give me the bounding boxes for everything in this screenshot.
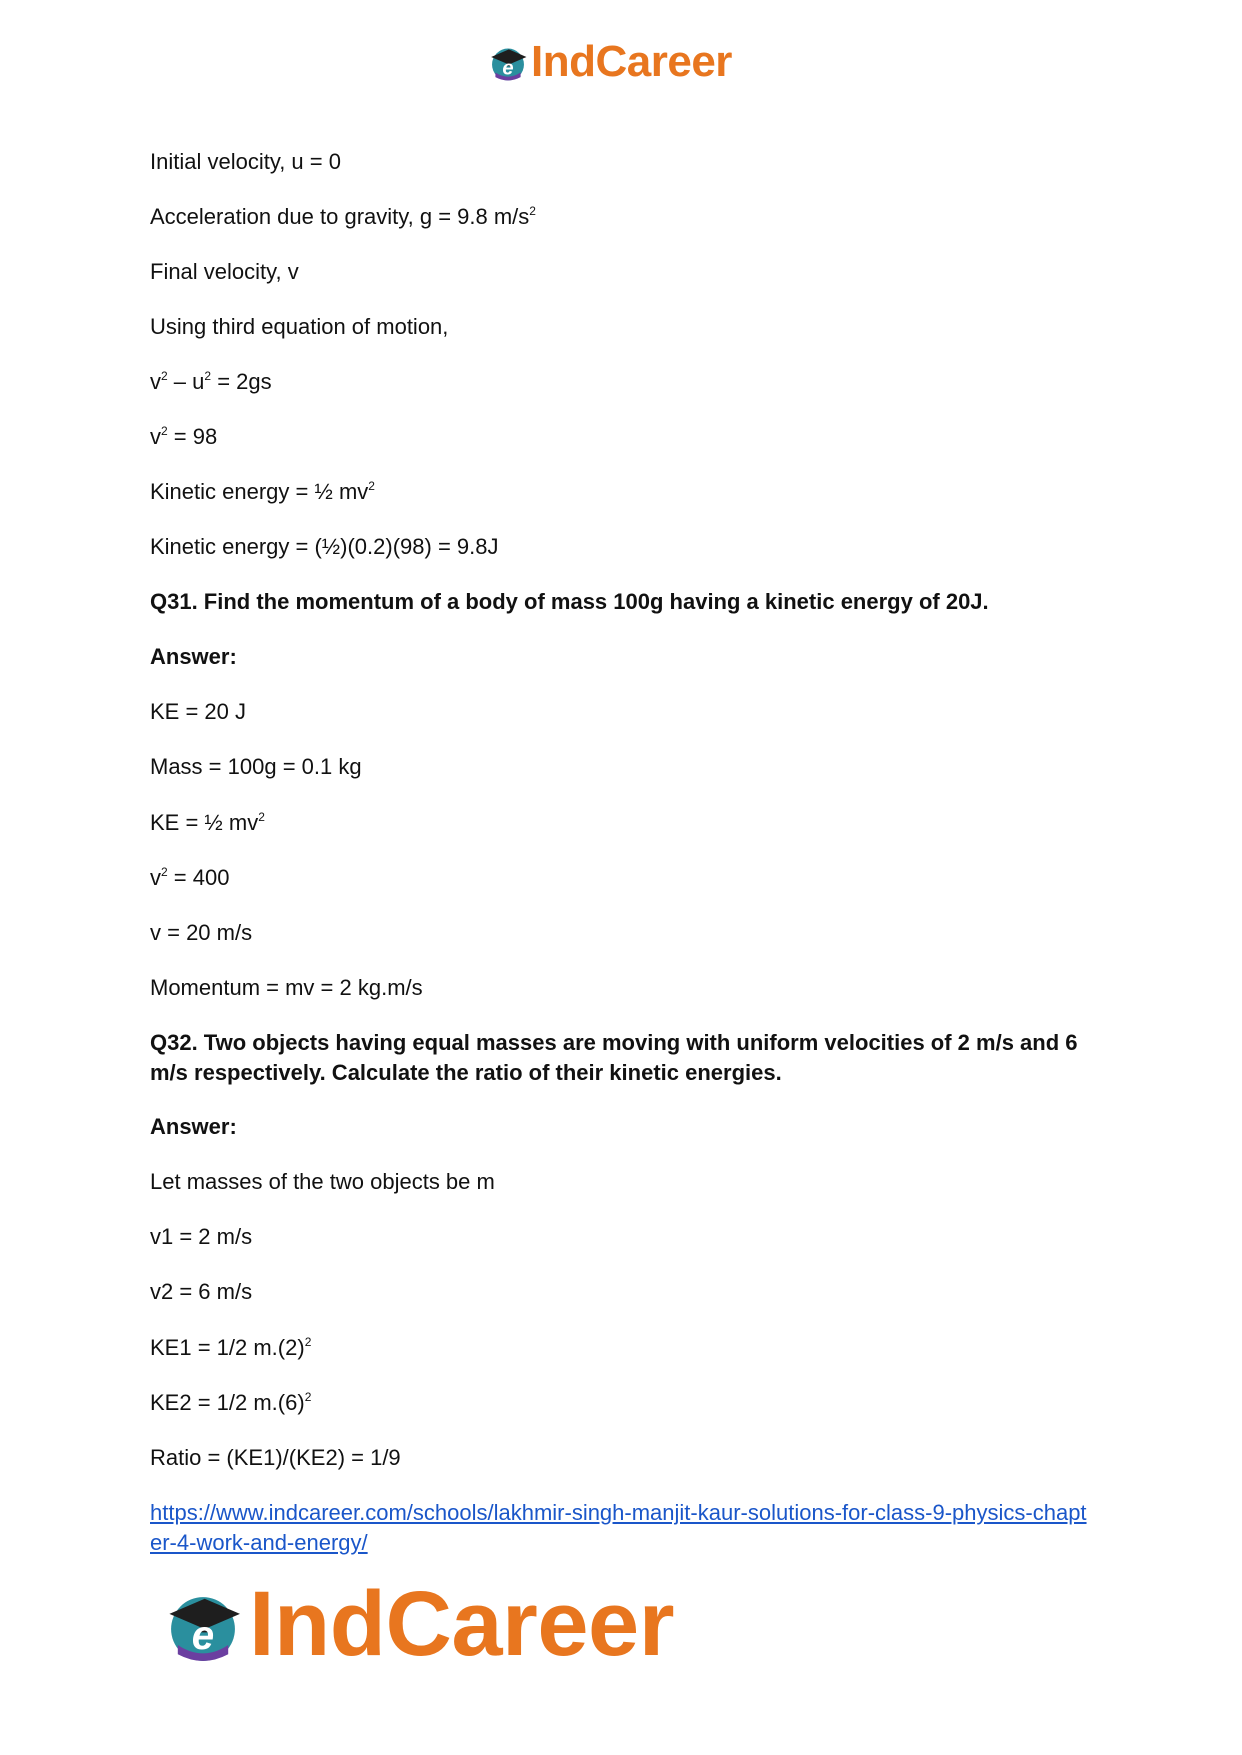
line-v2-400: $v^2 = 400$ (150, 865, 230, 890)
line-ke-result: Kinetic energy = (½)(0.2)(98) = 9.8J (150, 534, 499, 559)
question-31: Q31. Find the momentum of a body of mass 100g having a kinetic energy of 20J. (150, 589, 989, 614)
line-v2: v2 = 6 m/s (150, 1279, 253, 1304)
line-ke-20j: KE = 20 J (150, 699, 247, 724)
line-ke-half-mv2: KE = ½ $mv^2$ (150, 810, 265, 835)
line-third-equation: Using third equation of motion, (150, 314, 449, 339)
line-ke-formula: Kinetic energy = ½ $mv^2$ (150, 479, 375, 504)
brand-name: IndCareer (249, 1573, 674, 1675)
graduation-cap-icon (487, 41, 529, 83)
answer-label-31: Answer: (150, 644, 237, 669)
footer-logo (161, 1573, 674, 1675)
line-initial-velocity: Initial velocity, u = 0 (150, 149, 341, 174)
answer-label-32: Answer: (150, 1114, 237, 1139)
line-ke2: KE2 = 1/2 $m.(6)^2$ (150, 1390, 312, 1415)
brand-name: IndCareer (531, 37, 732, 86)
line-v2-98: $v^2 = 98$ (150, 424, 218, 449)
svg-text:e: e (191, 1612, 215, 1659)
line-v-20: v = 20 m/s (150, 920, 253, 945)
line-momentum: Momentum = mv = 2 kg.m/s (150, 975, 423, 1000)
line-equation-v2-u2: $v^2 - u^2 = 2gs$ (150, 369, 272, 394)
question-32: Q32. Two objects having equal masses are moving with uniform velocities of 2 m/s and 6 m/s respectively. Calculate the ratio of their kinetic energies. (150, 1030, 1078, 1085)
line-acceleration: Acceleration due to gravity, g = 9.8 $m/s^2$ (150, 204, 536, 229)
source-link[interactable]: https://www.indcareer.com/schools/lakhmir-singh-manjit-kaur-solutions-for-class-9-physics-chapter-4-work-and-energy/ (150, 1500, 1087, 1555)
line-v1: v1 = 2 m/s (150, 1224, 253, 1249)
line-final-velocity: Final velocity, v (150, 259, 299, 284)
header-logo (487, 37, 732, 86)
line-mass: Mass = 100g = 0.1 kg (150, 754, 362, 779)
line-masses: Let masses of the two objects be m (150, 1169, 495, 1194)
line-ratio: Ratio = (KE1)/(KE2) = 1/9 (150, 1445, 401, 1470)
graduation-cap-icon (161, 1582, 245, 1666)
line-ke1: KE1 = 1/2 $m.(2)^2$ (150, 1335, 312, 1360)
svg-text:e: e (502, 57, 514, 80)
